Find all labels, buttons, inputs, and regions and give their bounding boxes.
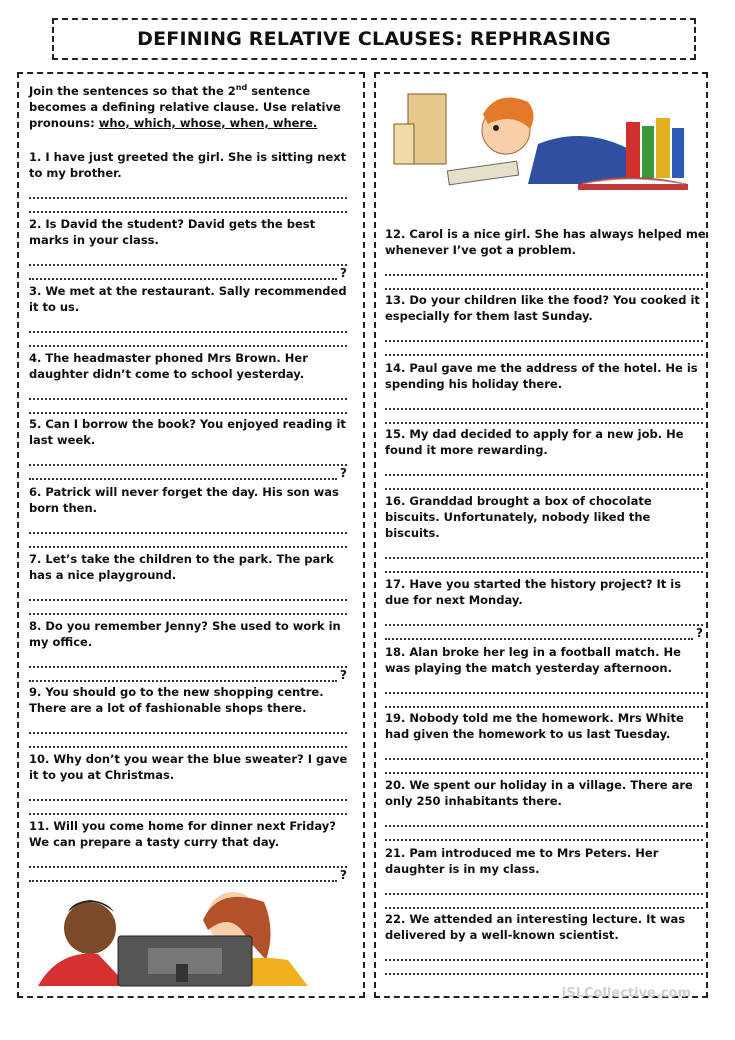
answer-line[interactable] — [29, 520, 347, 534]
title-box — [52, 18, 696, 60]
answer-line[interactable] — [385, 961, 703, 975]
answer-line[interactable] — [29, 654, 347, 668]
answer-line[interactable] — [29, 534, 347, 548]
answer-line[interactable] — [385, 760, 703, 774]
right-question-1 — [385, 226, 707, 290]
answer-line[interactable] — [385, 342, 703, 356]
answer-line[interactable] — [29, 868, 337, 882]
page-title: DEFINING RELATIVE CLAUSES: REPHRASING — [137, 28, 611, 50]
answer-line[interactable] — [29, 400, 347, 414]
answer-line[interactable] — [29, 252, 347, 266]
answer-line[interactable] — [385, 746, 703, 760]
answer-line[interactable] — [385, 947, 703, 961]
answer-line[interactable] — [29, 185, 347, 199]
instructions-sup: nd — [235, 83, 248, 92]
question-text: 18. Alan broke her leg in a football match. He was playing the match yesterday afternoon. — [385, 645, 681, 675]
answer-line[interactable] — [385, 881, 703, 895]
left-question-3 — [29, 283, 351, 347]
question-text: 17. Have you started the history project? It is due for next Monday. — [385, 577, 682, 607]
answer-line[interactable] — [385, 476, 703, 490]
question-text: 21. Pam introduced me to Mrs Peters. Her daughter is in my class. — [385, 846, 659, 876]
answer-line[interactable] — [29, 801, 347, 815]
answer-line[interactable] — [29, 668, 337, 682]
right-question-10 — [385, 845, 707, 909]
answer-line[interactable] — [29, 333, 347, 347]
right-question-6 — [385, 576, 707, 640]
left-question-11 — [29, 818, 351, 882]
answer-line[interactable] — [385, 827, 703, 841]
question-text: 11. Will you come home for dinner next Friday? We can prepare a tasty curry that day. — [29, 819, 336, 849]
question-text: 12. Carol is a nice girl. She has always helped me whenever I’ve got a problem. — [385, 227, 706, 257]
right-question-4 — [385, 426, 707, 490]
right-question-9 — [385, 777, 707, 841]
right-question-5 — [385, 493, 707, 573]
question-text: 16. Granddad brought a box of chocolate biscuits. Unfortunately, nobody liked the biscuits. — [385, 494, 652, 540]
kids-computer-illustration — [28, 890, 348, 990]
right-question-8 — [385, 710, 707, 774]
answer-line[interactable] — [29, 601, 347, 615]
right-question-11 — [385, 911, 707, 975]
answer-line[interactable] — [385, 396, 703, 410]
answer-line[interactable] — [385, 694, 703, 708]
answer-line[interactable] — [385, 612, 703, 626]
question-text: 8. Do you remember Jenny? She used to work in my office. — [29, 619, 341, 649]
girl-computer-illustration — [388, 84, 700, 194]
right-question-7 — [385, 644, 707, 708]
left-question-5 — [29, 416, 351, 480]
question-text: 22. We attended an interesting lecture. It was delivered by a well-known scientist. — [385, 912, 686, 942]
answer-line[interactable] — [385, 262, 703, 276]
answer-line[interactable] — [385, 559, 703, 573]
question-text: 1. I have just greeted the girl. She is sitting next to my brother. — [29, 150, 347, 180]
instructions-text-2: sentence becomes a defining relative clause. Use relative pronouns: — [29, 83, 341, 130]
answer-line[interactable] — [29, 466, 337, 480]
answer-line[interactable] — [385, 895, 703, 909]
left-question-2 — [29, 216, 351, 280]
left-question-1 — [29, 149, 351, 213]
question-text: 9. You should go to the new shopping centre. There are a lot of fashionable shops there. — [29, 685, 324, 715]
question-text: 4. The headmaster phoned Mrs Brown. Her daughter didn’t come to school yesterday. — [29, 351, 308, 381]
answer-line[interactable] — [29, 452, 347, 466]
answer-line[interactable] — [29, 319, 347, 333]
answer-line[interactable] — [385, 626, 693, 640]
left-question-7 — [29, 551, 351, 615]
question-text: 5. Can I borrow the book? You enjoyed reading it last week. — [29, 417, 346, 447]
relative-pronouns: who, which, whose, when, where. — [98, 115, 318, 130]
instructions — [29, 80, 359, 131]
answer-line[interactable] — [385, 545, 703, 559]
answer-line[interactable] — [29, 854, 347, 868]
answer-line[interactable] — [385, 813, 703, 827]
question-text: 2. Is David the student? David gets the best marks in your class. — [29, 217, 316, 247]
instructions-text-1: Join the sentences so that the 2 — [29, 83, 236, 98]
answer-line[interactable] — [385, 410, 703, 424]
question-text: 10. Why don’t you wear the blue sweater? I gave it to you at Christmas. — [29, 752, 348, 782]
answer-line[interactable] — [29, 734, 347, 748]
answer-line[interactable] — [29, 787, 347, 801]
answer-line[interactable] — [29, 266, 337, 280]
answer-line[interactable] — [385, 276, 703, 290]
answer-line[interactable] — [385, 328, 703, 342]
answer-line[interactable] — [29, 720, 347, 734]
answer-line[interactable] — [29, 587, 347, 601]
question-text: 20. We spent our holiday in a village. There are only 250 inhabitants there. — [385, 778, 693, 808]
right-question-2 — [385, 292, 707, 356]
answer-line[interactable] — [385, 462, 703, 476]
question-text: 7. Let’s take the children to the park. The park has a nice playground. — [29, 552, 334, 582]
question-text: 13. Do your children like the food? You cooked it especially for them last Sunday. — [385, 293, 700, 323]
question-text: 3. We met at the restaurant. Sally recommended it to us. — [29, 284, 347, 314]
left-question-10 — [29, 751, 351, 815]
question-text: 6. Patrick will never forget the day. His son was born then. — [29, 485, 339, 515]
left-question-6 — [29, 484, 351, 548]
answer-line[interactable] — [29, 199, 347, 213]
left-question-9 — [29, 684, 351, 748]
answer-line[interactable] — [29, 386, 347, 400]
right-question-3 — [385, 360, 707, 424]
left-question-8 — [29, 618, 351, 682]
left-question-4 — [29, 350, 351, 414]
question-text: 19. Nobody told me the homework. Mrs White had given the homework to us last Tuesday. — [385, 711, 684, 741]
question-text: 15. My dad decided to apply for a new job. He found it more rewarding. — [385, 427, 684, 457]
question-text: 14. Paul gave me the address of the hotel. He is spending his holiday there. — [385, 361, 698, 391]
watermark: iSLCollective.com — [561, 986, 691, 1001]
answer-line[interactable] — [385, 680, 703, 694]
